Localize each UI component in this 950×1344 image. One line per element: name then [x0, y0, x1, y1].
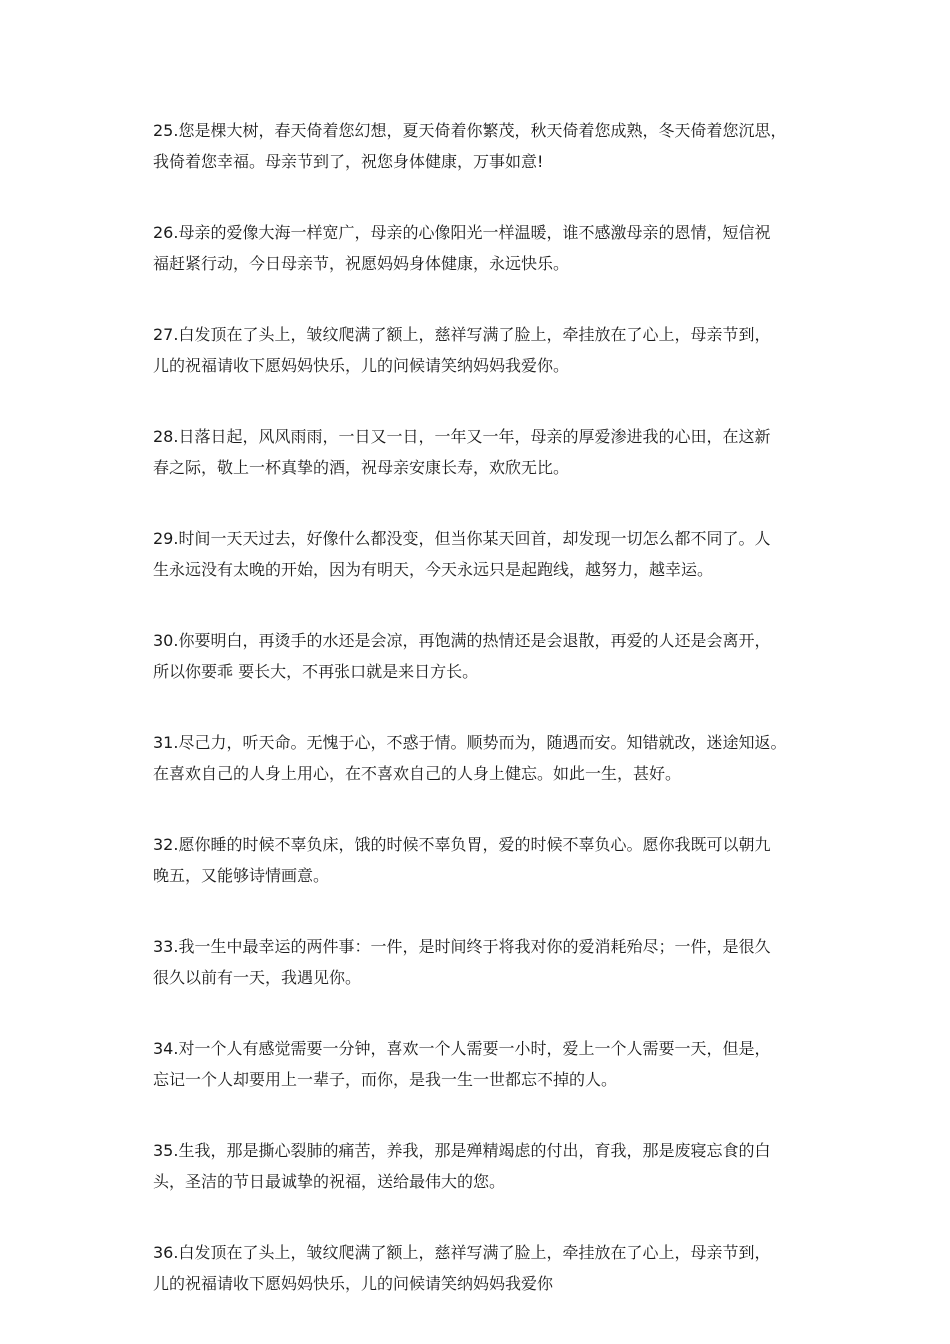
list-item [153, 1135, 815, 1197]
text-line: 在喜欢自己的人身上用心，在不喜欢自己的人身上健忘。如此一生，甚好。 [153, 764, 682, 783]
text-line: 儿的祝福请收下愿妈妈快乐，儿的问候请笑纳妈妈我爱你。 [153, 356, 570, 375]
text-line: 春之际，敬上一杯真挚的酒，祝母亲安康长寿，欢欣无比。 [153, 458, 570, 477]
list-item [153, 625, 815, 687]
list-item [153, 319, 815, 381]
text-line: 忘记一个人却要用上一辈子，而你，是我一生一世都忘不掉的人。 [153, 1070, 618, 1089]
text-line: 29.时间一天天过去，好像什么都没变，但当你某天回首，却发现一切怎么都不同了。人 [153, 529, 771, 548]
list-item [153, 829, 815, 891]
text-line: 35.生我，那是撕心裂肺的痛苦，养我，那是殚精竭虑的付出，育我，那是废寝忘食的白 [153, 1141, 771, 1160]
list-item [153, 931, 815, 993]
text-line: 我倚着您幸福。母亲节到了，祝您身体健康，万事如意! [153, 152, 544, 171]
text-line: 30.你要明白，再烫手的水还是会凉，再饱满的热情还是会退散，再爱的人还是会离开， [153, 631, 771, 650]
text-line: 儿的祝福请收下愿妈妈快乐，儿的问候请笑纳妈妈我爱你 [153, 1274, 554, 1293]
text-line: 很久以前有一天，我遇见你。 [153, 968, 362, 987]
list-item [153, 523, 815, 585]
list-item [153, 421, 815, 483]
text-line: 福赶紧行动，今日母亲节，祝愿妈妈身体健康，永远快乐。 [153, 254, 570, 273]
text-line: 晚五，又能够诗情画意。 [153, 866, 330, 885]
list-item [153, 727, 815, 789]
text-line: 所以你要乖 要长大，不再张口就是来日方长。 [153, 662, 479, 681]
document-body [153, 115, 815, 1339]
text-line: 27.白发顶在了头上，皱纹爬满了额上，慈祥写满了脸上，牵挂放在了心上，母亲节到， [153, 325, 771, 344]
list-item [153, 1033, 815, 1095]
text-line: 36.白发顶在了头上，皱纹爬满了额上，慈祥写满了脸上，牵挂放在了心上，母亲节到， [153, 1243, 771, 1262]
text-line: 33.我一生中最幸运的两件事：一件，是时间终于将我对你的爱消耗殆尽；一件，是很久 [153, 937, 771, 956]
text-line: 34.对一个人有感觉需要一分钟，喜欢一个人需要一小时，爱上一个人需要一天，但是， [153, 1039, 771, 1058]
text-line: 32.愿你睡的时候不辜负床，饿的时候不辜负胃，爱的时候不辜负心。愿你我既可以朝九 [153, 835, 771, 854]
text-line: 28.日落日起，风风雨雨，一日又一日，一年又一年，母亲的厚爱渗进我的心田，在这新 [153, 427, 771, 446]
text-line: 26.母亲的爱像大海一样宽广，母亲的心像阳光一样温暖，谁不感激母亲的恩情，短信祝 [153, 223, 771, 242]
list-item [153, 1237, 815, 1299]
list-item [153, 115, 815, 177]
list-item [153, 217, 815, 279]
text-line: 25.您是棵大树，春天倚着您幻想，夏天倚着你繁茂，秋天倚着您成熟，冬天倚着您沉思， [153, 121, 787, 140]
text-line: 生永远没有太晚的开始，因为有明天，今天永远只是起跑线，越努力，越幸运。 [153, 560, 714, 579]
text-line: 头，圣洁的节日最诚挚的祝福，送给最伟大的您。 [153, 1172, 506, 1191]
text-line: 31.尽己力，听天命。无愧于心，不惑于情。顺势而为，随遇而安。知错就改，迷途知返。 [153, 733, 787, 752]
